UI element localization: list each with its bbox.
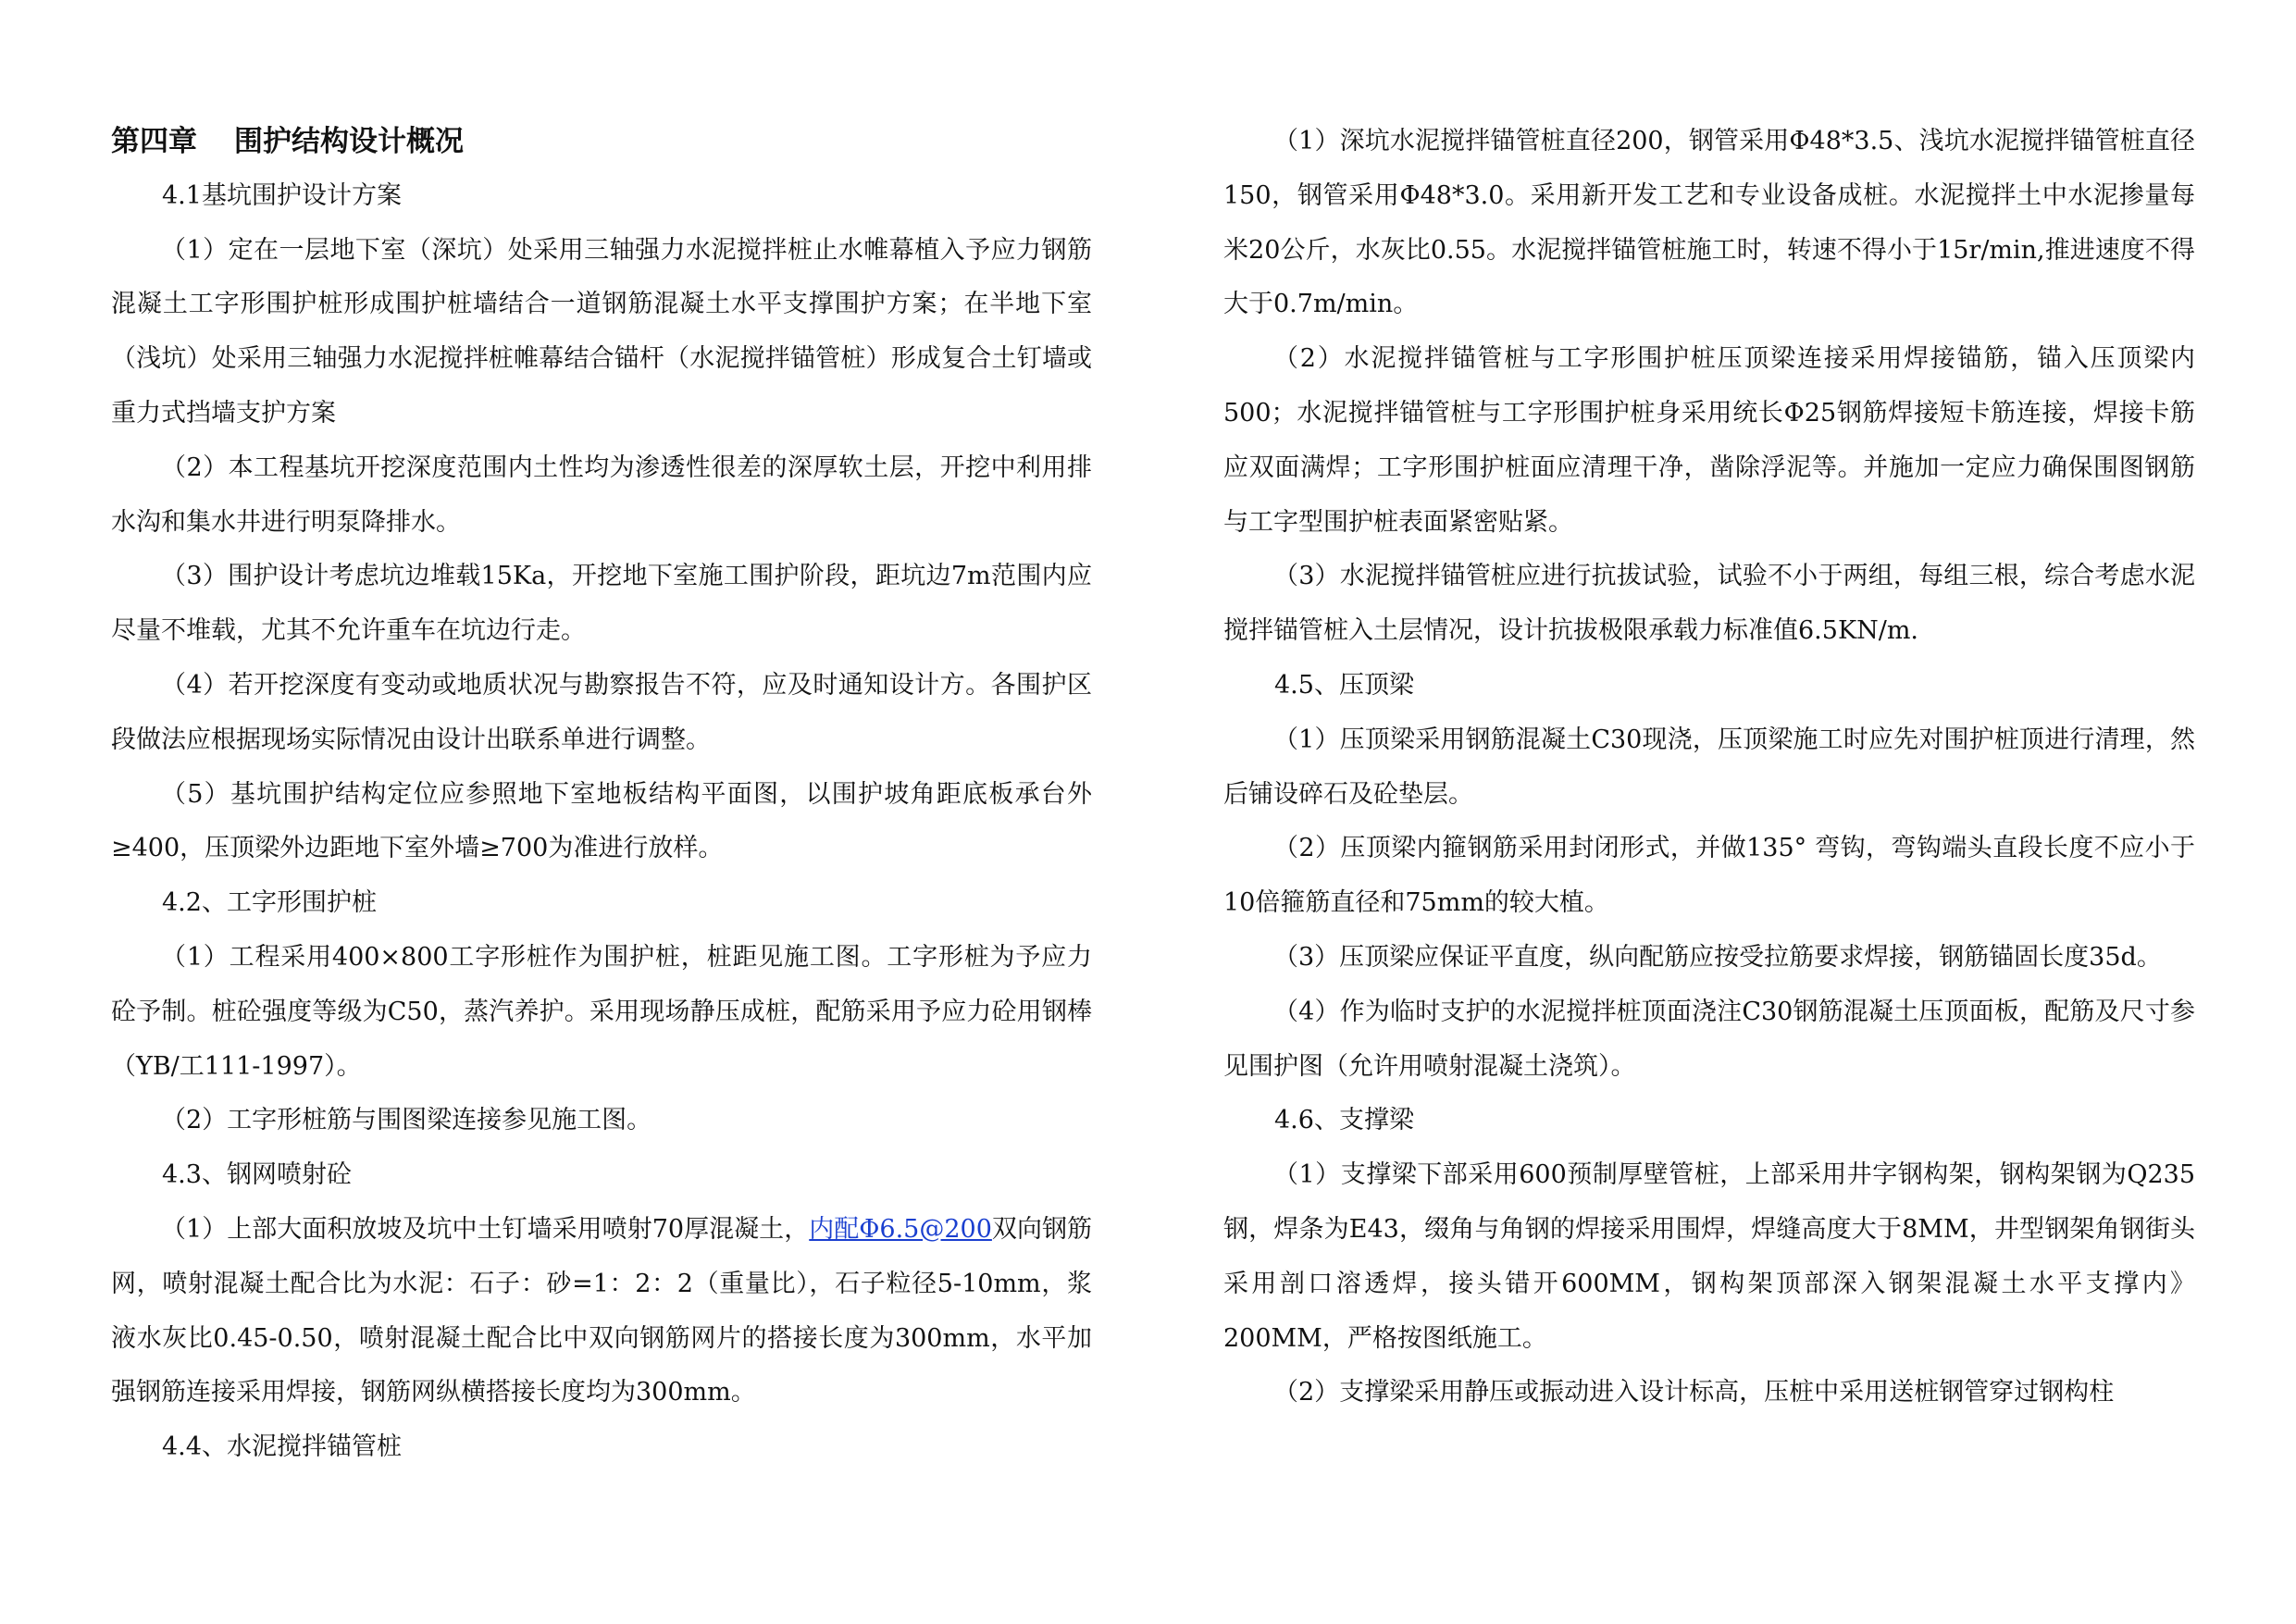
chapter-number: 第四章 (111, 125, 197, 158)
paragraph: （3）水泥搅拌锚管桩应进行抗拔试验，试验不小于两组，每组三根，综合考虑水泥搅拌锚管桩入土层情况，设计抗拔极限承载力标准值6.5KN/m. (1223, 562, 2195, 646)
chapter-heading (111, 115, 1092, 169)
paragraph: （1）工程采用400×800工字形桩作为围护桩，桩距见施工图。工字形桩为予应力砼予制。桩砼强度等级为C50，蒸汽养护。采用现场静压成桩，配筋采用予应力砼用钢棒（YB/工111-1997）。 (111, 942, 1092, 1081)
paragraph: （1）深坑水泥搅拌锚管桩直径200，钢管采用Φ48*3.5、浅坑水泥搅拌锚管桩直径150，钢管采用Φ48*3.0。采用新开发工艺和专业设备成桩。水泥搅拌土中水泥掺量每米20公斤，水灰比0.55。水泥搅拌锚管桩施工时，转速不得小于15r/min,推进速度不得大于0.7m/min。 (1223, 127, 2195, 319)
paragraph: （1）定在一层地下室（深坑）处采用三轴强力水泥搅拌桩止水帷幕植入予应力钢筋混凝土工字形围护桩形成围护桩墙结合一道钢筋混凝土水平支撑围护方案；在半地下室（浅坑）处采用三轴强力水泥搅拌桩帷幕结合锚杆（水泥搅拌锚管桩）形成复合土钉墙或重力式挡墙支护方案 (111, 235, 1092, 428)
paragraph: （2）本工程基坑开挖深度范围内土性均为渗透性很差的深厚软土层，开挖中利用排水沟和集水井进行明泵降排水。 (111, 452, 1092, 537)
section-heading-4-6: 4.6、支撑梁 (1274, 1106, 1414, 1135)
section-heading-4-1: 4.1基坑围护设计方案 (162, 180, 402, 210)
section-heading-4-5: 4.5、压顶梁 (1274, 670, 1414, 700)
paragraph-text: （1）上部大面积放坡及坑中土钉墙采用喷射70厚混凝土， (161, 1214, 810, 1244)
paragraph: （2）水泥搅拌锚管桩与工字形围护桩压顶梁连接采用焊接锚筋，锚入压顶梁内500；水泥搅拌锚管桩与工字形围护桩身采用统长Φ25钢筋焊接短卡筋连接，焊接卡筋应双面满焊；工字形围护桩面应清理干净，凿除浮泥等。并施加一定应力确保围图钢筋与工字型围护桩表面紧密贴紧。 (1223, 344, 2195, 537)
section-heading-4-3: 4.3、钢网喷射砼 (162, 1160, 352, 1190)
section-heading-4-2: 4.2、工字形围护桩 (162, 888, 377, 918)
paragraph: （1）支撑梁下部采用600预制厚壁管桩，上部采用井字钢构架，钢构架钢为Q235钢，焊条为E43，缀角与角钢的焊接采用围焊，焊缝高度大于8MM，井型钢架角钢街头采用剖口溶透焊，接头错开600MM，钢构架顶部深入钢架混凝土水平支撑内》200MM，严格按图纸施工。 (1223, 1160, 2195, 1353)
paragraph: （2）压顶梁内箍钢筋采用封闭形式，并做135° 弯钩，弯钩端头直段长度不应小于10倍箍筋直径和75mm的较大植。 (1223, 834, 2195, 918)
section-heading-4-4: 4.4、水泥搅拌锚管桩 (162, 1432, 402, 1462)
paragraph: （5）基坑围护结构定位应参照地下室地板结构平面图，以围护坡角距底板承台外≥400，压顶梁外边距地下室外墙≥700为准进行放样。 (111, 779, 1092, 863)
paragraph: （3）压顶梁应保证平直度，纵向配筋应按受拉筋要求焊接，钢筋锚固长度35d。 (1273, 942, 2162, 972)
paragraph: （1）压顶梁采用钢筋混凝土C30现浇，压顶梁施工时应先对围护桩顶进行清理，然后铺设碎石及砼垫层。 (1223, 725, 2195, 809)
paragraph: （2）支撑梁采用静压或振动进入设计标高，压桩中采用送桩钢管穿过钢构柱 (1273, 1378, 2115, 1407)
rebar-spec-link[interactable]: 内配Φ6.5@200 (809, 1214, 992, 1244)
paragraph: （4）作为临时支护的水泥搅拌桩顶面浇注C30钢筋混凝土压顶面板，配筋及尺寸参见围护图（允许用喷射混凝土浇筑）。 (1223, 997, 2195, 1081)
paragraph: （2）工字形桩筋与围图梁连接参见施工图。 (161, 1106, 652, 1135)
paragraph-text: 双向钢筋网，喷射混凝土配合比为水泥：石子：砂=1：2：2（重量比），石子粒径5-10mm，浆液水灰比0.45-0.50，喷射混凝土配合比中双向钢筋网片的搭接长度为300mm，水平加强钢筋连接采用焊接，钢筋网纵横搭接长度均为300mm。 (111, 1214, 1093, 1407)
chapter-title: 围护结构设计概况 (234, 125, 464, 158)
paragraph: （4）若开挖深度有变动或地质状况与勘察报告不符，应及时通知设计方。各围护区段做法应根据现场实际情况由设计出联系单进行调整。 (111, 670, 1092, 754)
right-column (1223, 115, 2195, 1420)
paragraph: （3）围护设计考虑坑边堆载15Ka，开挖地下室施工围护阶段，距坑边7m范围内应尽量不堆载，尤其不允许重车在坑边行走。 (111, 562, 1092, 646)
paragraph (111, 1203, 1092, 1420)
left-column (111, 115, 1092, 1475)
